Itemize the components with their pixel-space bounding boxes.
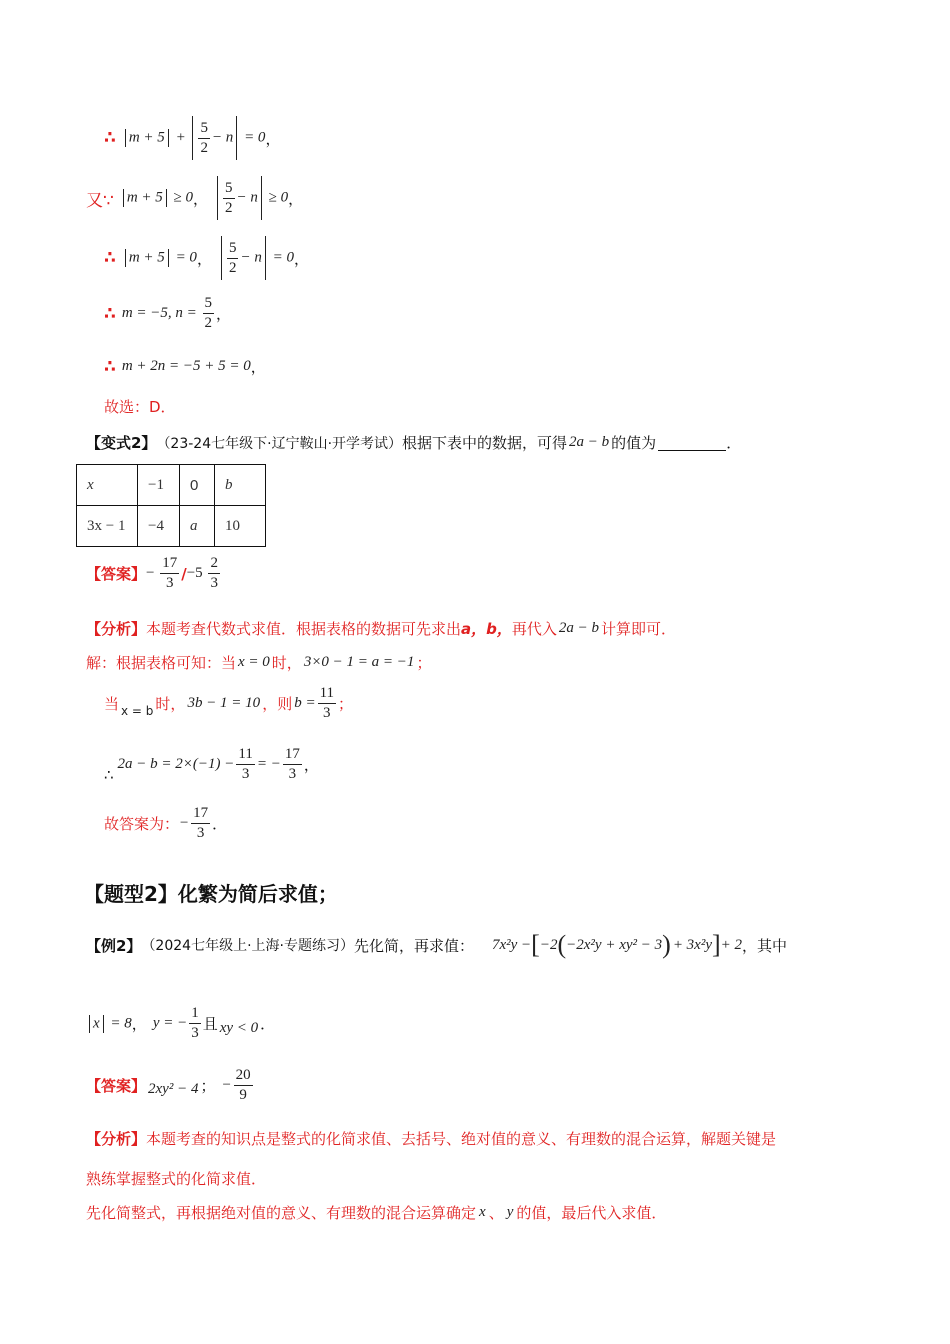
step-line-5: ∴ m + 2n = −5 + 5 = 0 ， bbox=[104, 356, 266, 377]
table-cell: b bbox=[215, 465, 266, 506]
step-line-1 bbox=[104, 116, 280, 160]
analysis-label: 【分析】 bbox=[86, 620, 147, 638]
table-row bbox=[77, 506, 266, 547]
variant2-solution-3: ∴ 2a − b = 2×(−1) − $\frac{11}{3}$ = − $\frac{17}{3}$ ， bbox=[104, 745, 319, 784]
example2-question: 【例2】 （2024七年级上·上海·专题练习） 先化简，再求值： 7x²y − [ −2 ( −2x²y + xy² − 3 ) + 3x²y ] + 2 ，其中 bbox=[86, 930, 788, 959]
answer-blank bbox=[658, 434, 726, 451]
variant2-question: 【变式2】 （23-24七年级下·辽宁鞍山·开学考试） 根据下表中的数据，可得 2a − b 的值为 ． bbox=[86, 434, 742, 452]
expr-2a-b: 2a − b bbox=[569, 434, 610, 450]
abs-expression: m + 5 + $\frac{5}{2}$ − n = 0 bbox=[122, 116, 266, 160]
table-cell: x bbox=[77, 465, 138, 506]
variant-label: 【变式2】 bbox=[86, 434, 157, 452]
table-row bbox=[77, 465, 266, 506]
simplify-expression: 7x²y − [ −2 ( −2x²y + xy² − 3 ) + 3x²y ] + 2 bbox=[491, 930, 743, 959]
abs-equation-b: $\frac{5}{2}$ − n = 0 bbox=[218, 236, 294, 280]
therefore-symbol: ∴ bbox=[104, 128, 116, 148]
example2-answer: 【答案】 2xy² − 4 ； − $\frac{20}{9}$ bbox=[86, 1067, 251, 1103]
step-line-3: ∴ m + 5 = 0 ， $\frac{5}{2}$ − n = 0 ， bbox=[104, 236, 309, 280]
table-cell: −1 bbox=[138, 465, 180, 506]
abs-x-condition: x = 8 bbox=[86, 1015, 132, 1033]
example2-analysis-3: 先化简整式，再根据绝对值的意义、有理数的混合运算确定 x 、 y 的值，最后代入求值． bbox=[86, 1204, 667, 1222]
example2-conditions: x = 8 ， y = − $\frac{1}{3}$ 且 xy < 0 ． bbox=[86, 1006, 275, 1041]
answer-label: 【答案】 bbox=[86, 565, 147, 583]
answer-mixed: −5 $\frac{2}{3}$ bbox=[186, 555, 218, 591]
example2-analysis-2: 熟练掌握整式的化简求值． bbox=[86, 1170, 267, 1188]
example2-analysis-1: 【分析】 本题考查的知识点是整式的化简求值、去括号、绝对值的意义、有理数的混合运算，解题关键是 bbox=[86, 1130, 777, 1148]
values-mn: m = −5, n = $\frac{5}{2}$ bbox=[121, 295, 213, 331]
table-cell: 0 bbox=[180, 465, 215, 506]
choice-answer: 故选：D． bbox=[104, 398, 176, 416]
variant-source: （23-24七年级下·辽宁鞍山·开学考试） bbox=[156, 435, 403, 452]
step-line-4: ∴ m = −5, n = $\frac{5}{2}$ ， bbox=[104, 295, 232, 331]
sum-result: m + 2n = −5 + 5 = 0 bbox=[121, 358, 251, 374]
value-table bbox=[76, 464, 266, 547]
abs-equation-a: m + 5 = 0 bbox=[122, 249, 197, 267]
answer-value: − $\frac{17}{3}$ bbox=[146, 555, 178, 591]
example-source: （2024七年级上·上海·专题练习） bbox=[141, 938, 354, 954]
variant2-final: 故答案为： − $\frac{17}{3}$ ． bbox=[104, 805, 228, 841]
table-cell: 10 bbox=[215, 506, 266, 547]
table-cell: −4 bbox=[138, 506, 180, 547]
variant2-answer: 【答案】 − $\frac{17}{3}$ / −5 $\frac{2}{3}$ bbox=[86, 556, 222, 591]
also-because: 又∵ bbox=[86, 190, 114, 211]
table-cell: a bbox=[180, 506, 215, 547]
abs-inequality-b: $\frac{5}{2}$ − n ≥ 0 bbox=[214, 176, 288, 220]
comma: ， bbox=[265, 129, 281, 148]
variant2-solution-2: 当 x = b 时， 3b − 1 = 10 ，则 b = $\frac{11}{3}$ ； bbox=[104, 685, 354, 721]
example-label: 【例2】 bbox=[86, 936, 142, 955]
section-heading: 【题型2】化繁为简后求值； bbox=[84, 882, 338, 906]
variant2-solution-1: 解：根据表格可知：当 x = 0 时， 3×0 − 1 = a = −1 ； bbox=[86, 654, 432, 672]
variant2-analysis: 【分析】 本题考查代数式求值．根据表格的数据可先求出 a，b， 再代入 2a − b 计算即可． bbox=[86, 620, 677, 638]
table-cell: 3x − 1 bbox=[77, 506, 138, 547]
abs-inequality-a: m + 5 ≥ 0 bbox=[120, 189, 193, 207]
step-line-2: 又∵ m + 5 ≥ 0 ， $\frac{5}{2}$ − n ≥ 0 ， bbox=[86, 176, 303, 220]
